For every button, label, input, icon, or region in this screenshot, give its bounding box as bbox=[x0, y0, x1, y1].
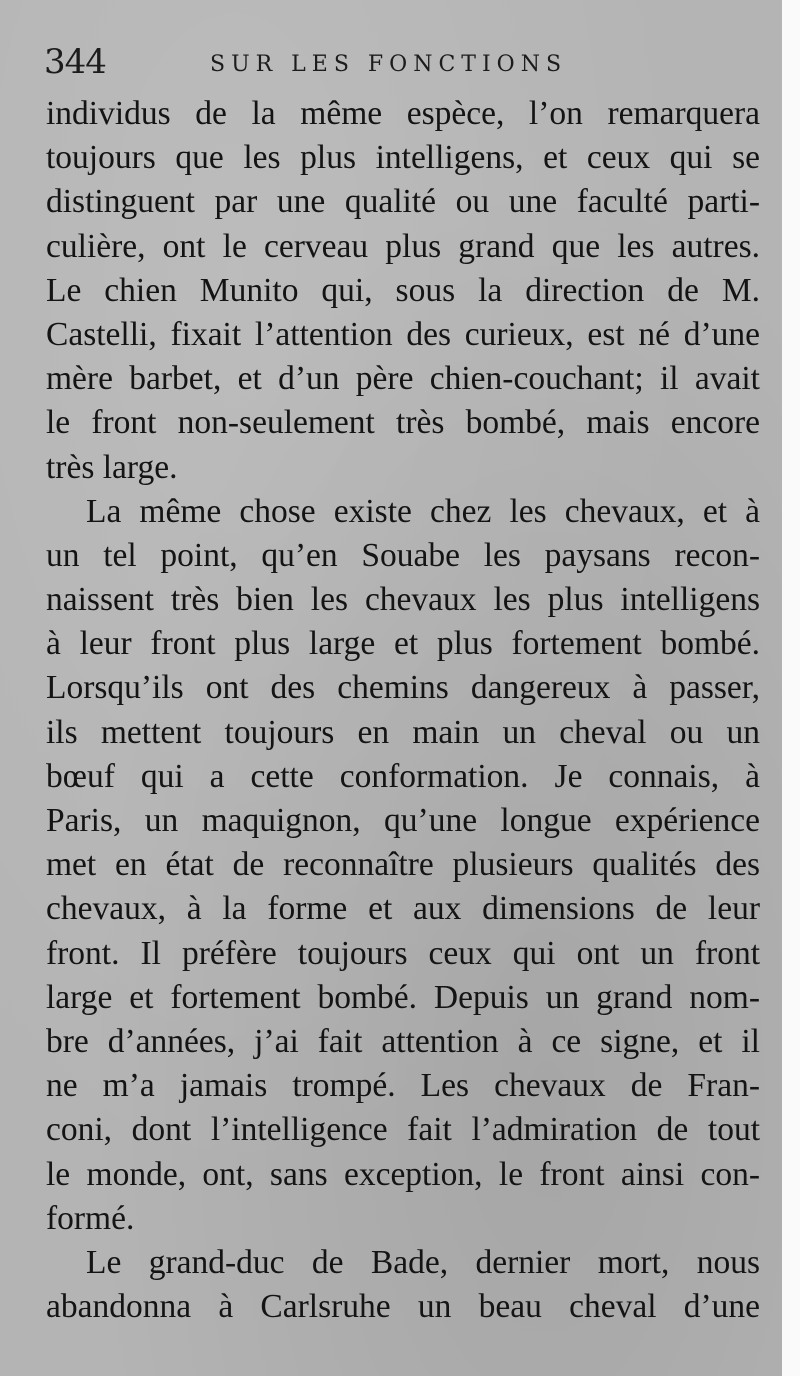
text-line: Lorsqu’ils ont des chemins dangereux à passer, bbox=[46, 669, 760, 707]
text-line: front. Il préfère toujours ceux qui ont un front bbox=[46, 934, 760, 972]
text-line: toujours que les plus intelligens, et ceux qui se bbox=[46, 139, 760, 177]
text-line: chevaux, à la forme et aux dimensions de leur bbox=[46, 890, 760, 928]
text-line: un tel point, qu’en Souabe les paysans recon- bbox=[46, 536, 760, 574]
text-line: très large. bbox=[46, 448, 178, 486]
text-line: mère barbet, et d’un père chien-couchant; il avait bbox=[46, 360, 760, 398]
body-text bbox=[46, 92, 760, 1329]
text-line: bre d’années, j’ai fait attention à ce signe, et il bbox=[46, 1022, 760, 1060]
text-line: La même chose existe chez les chevaux, et à bbox=[86, 492, 760, 530]
text-line: met en état de reconnaître plusieurs qualités des bbox=[46, 846, 760, 884]
text-line: à leur front plus large et plus fortement bombé. bbox=[46, 625, 760, 663]
text-line: coni, dont l’intelligence fait l’admiration de tout bbox=[46, 1111, 760, 1149]
text-line: Castelli, fixait l’attention des curieux, est né d’une bbox=[46, 315, 760, 353]
text-line: abandonna à Carlsruhe un beau cheval d’une bbox=[46, 1288, 760, 1326]
text-line: large et fortement bombé. Depuis un grand nom- bbox=[46, 978, 760, 1016]
text-line: le monde, ont, sans exception, le front ainsi con- bbox=[46, 1155, 760, 1193]
scan-margin bbox=[782, 0, 800, 1376]
text-line: le front non-seulement très bombé, mais encore bbox=[46, 404, 760, 442]
page-header bbox=[44, 38, 744, 88]
text-line: distinguent par une qualité ou une faculté parti- bbox=[46, 183, 760, 221]
text-line: ne m’a jamais trompé. Les chevaux de Fran- bbox=[46, 1067, 760, 1105]
text-line: culière, ont le cerveau plus grand que les autres. bbox=[46, 227, 760, 265]
text-line: Paris, un maquignon, qu’une longue expérience bbox=[46, 802, 760, 839]
page-number: 344 bbox=[44, 42, 106, 82]
text-line: Le chien Munito qui, sous la direction de M. bbox=[46, 271, 760, 309]
running-head: SUR LES FONCTIONS bbox=[210, 52, 568, 77]
text-line: bœuf qui a cette conformation. Je connais, à bbox=[46, 757, 760, 795]
text-line: Le grand-duc de Bade, dernier mort, nous bbox=[86, 1243, 760, 1281]
text-line: naissent très bien les chevaux les plus intelligens bbox=[46, 581, 760, 619]
text-line: formé. bbox=[46, 1199, 135, 1237]
text-line: individus de la même espèce, l’on remarquera bbox=[46, 95, 760, 132]
text-line: ils mettent toujours en main un cheval ou un bbox=[46, 713, 760, 751]
